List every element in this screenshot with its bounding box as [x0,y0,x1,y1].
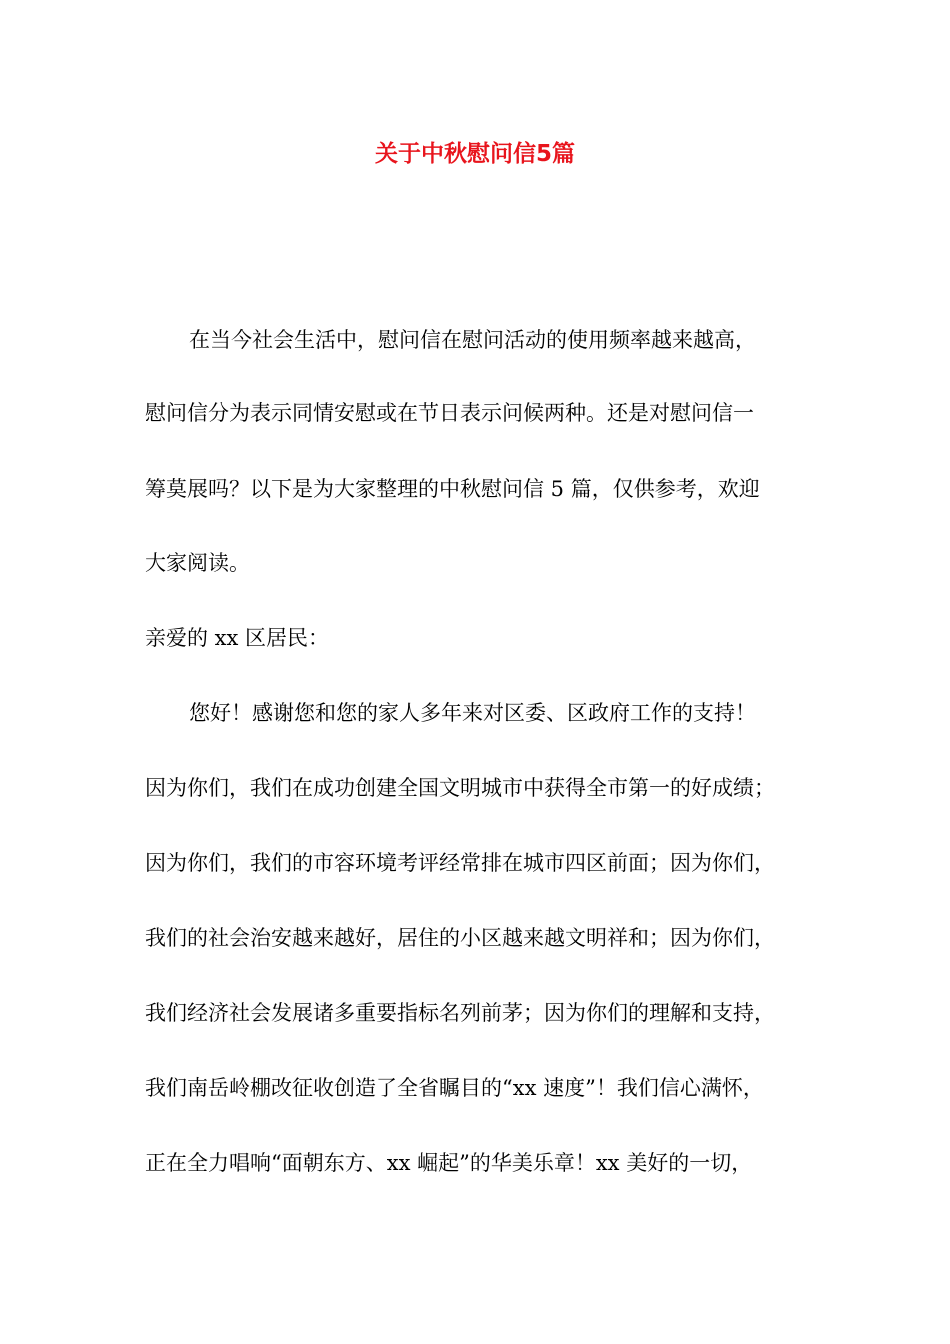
paragraph-line: 大家阅读。 [145,551,250,575]
paragraph-line: 因为你们，我们在成功创建全国文明城市中获得全市第一的好成绩； [145,776,775,800]
paragraph-line: 筹莫展吗？以下是为大家整理的中秋慰问信 5 篇，仅供参考，欢迎 [145,477,760,501]
paragraph-line: 您好！感谢您和您的家人多年来对区委、区政府工作的支持！ [189,701,756,725]
salutation: 亲爱的 xx 区居民： [145,626,330,650]
paragraph-line: 我们的社会治安越来越好，居住的小区越来越文明祥和；因为你们， [145,926,775,950]
paragraph-line: 因为你们，我们的市容环境考评经常排在城市四区前面；因为你们， [145,851,775,875]
paragraph-line: 正在全力唱响“面朝东方、xx 崛起”的华美乐章！xx 美好的一切， [145,1151,753,1175]
paragraph-line: 在当今社会生活中，慰问信在慰问活动的使用频率越来越高， [189,328,756,352]
paragraph-line: 我们经济社会发展诸多重要指标名列前茅；因为你们的理解和支持， [145,1001,775,1025]
document-title: 关于中秋慰问信5篇 [374,141,575,167]
paragraph-line: 慰问信分为表示同情安慰或在节日表示问候两种。还是对慰问信一 [145,401,754,425]
paragraph-line: 我们南岳岭棚改征收创造了全省瞩目的“xx 速度”！我们信心满怀， [145,1076,764,1100]
